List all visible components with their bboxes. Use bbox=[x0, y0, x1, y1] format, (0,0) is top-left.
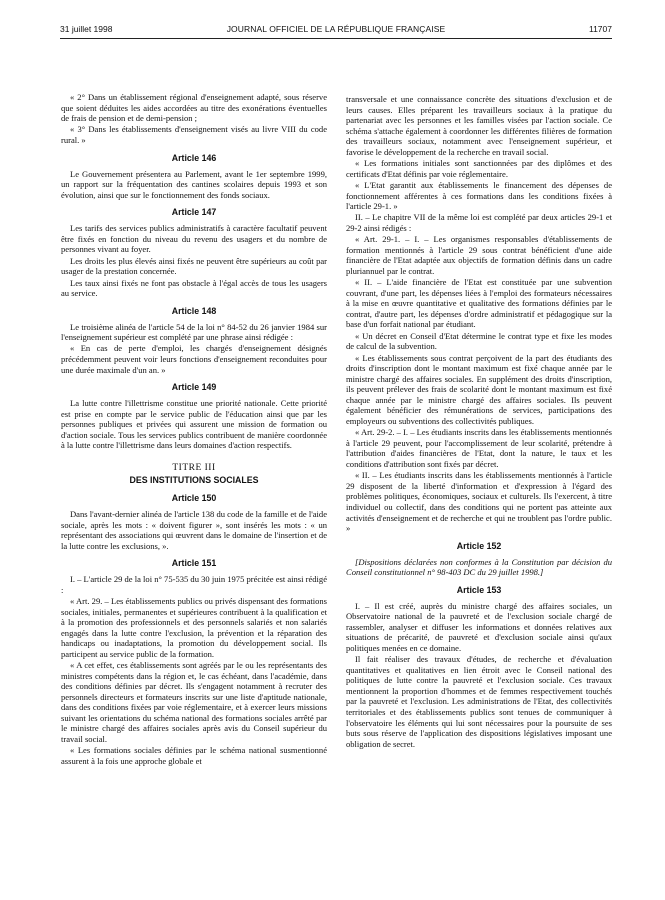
article-148-heading: Article 148 bbox=[171, 305, 217, 316]
paragraph: Le troisième alinéa de l'article 54 de la loi n° 84-52 du 26 janvier 1984 sur l'enseignement supérieur est complété par une phrase ainsi rédigée : bbox=[61, 321, 327, 343]
paragraph: transversale et une connaissance concrète des situations d'exclusion et de leurs causes. Elles préparent les travailleurs sociaux à la pratique du partenariat avec les personnes et les familles visées par l'action sociale. Ce schéma s'attache également à coordonner les différentes filières de formation des travailleurs sociaux, notamment avec l'enseignement supérieur, et favorise le développement de la recherche en travail social. bbox=[346, 94, 612, 157]
page-header bbox=[60, 24, 612, 38]
paragraph: « Les formations sociales définies par le schéma national susmentionné assurent à la fois une approche globale et bbox=[61, 745, 327, 766]
article-152-note: [Dispositions déclarées non conformes à la Constitution par décision du Conseil constitutionnel n° 98-403 DC du 29 juillet 1998.] bbox=[346, 556, 612, 578]
header-page-number: 11707 bbox=[588, 24, 612, 34]
paragraph: « Art. 29. – Les établissements publics ou privés dispensant des formations sociales, initiales, permanentes et supérieures contribuent à la qualification et à la promotion des professionnels et des personnels salariés et non salariés engagés dans la lutte contre l'exclusion, la prévention et la réparation des handicaps ou inadaptations, la promotion du développement social. Ils participent au service public de la formation. bbox=[61, 596, 327, 659]
article-149-heading: Article 149 bbox=[171, 382, 217, 393]
article-147-heading: Article 147 bbox=[171, 207, 217, 218]
header-rule bbox=[60, 38, 612, 39]
paragraph: « II. – L'aide financière de l'Etat est constituée par une subvention couvrant, d'une part, les dépenses liées à l'emploi des formateurs nécessaires à la mise en œuvre quantitative et qualitative des formations définies par le contrat, d'autre part, les dépenses d'ordre administratif et pédagogique sur la base d'un forfait national par étudiant. bbox=[346, 277, 612, 330]
paragraph: « 3° Dans les établissements d'enseignement visés au livre VIII du code rural. » bbox=[61, 124, 327, 145]
paragraph: « A cet effet, ces établissements sont agréés par le ou les représentants des ministres compétents dans la région et, le cas échéant, dans l'académie, dans des conditions définies par décret. Ils s'engagent notamment à recruter des personnels directeurs et formateurs inscrits sur une liste d'aptitude nationale, dans des conditions fixées par voie réglementaire, et à exercer leurs missions suivant les orientations du schéma national des formations sociales arrêté par le ministre chargé des affaires sociales après avis du Conseil supérieur du travail social. bbox=[61, 660, 327, 744]
article-153-heading: Article 153 bbox=[456, 584, 502, 595]
header-journal-title: JOURNAL OFFICIEL DE LA RÉPUBLIQUE FRANÇAISE bbox=[226, 24, 446, 34]
article-146-heading: Article 146 bbox=[171, 152, 217, 163]
paragraph: « Les formations initiales sont sanctionnées par des diplômes et des certificats d'Etat définis par voie réglementaire. bbox=[346, 158, 612, 179]
paragraph: La lutte contre l'illettrisme constitue une priorité nationale. Cette priorité est prise en compte par le service public de l'éducation ainsi que par les personnes publiques et privées qui assurent une mission de formation ou d'action sociale. Tous les services publics contribuent de manière coordonnée à la lutte contre l'illettrisme dans leurs domaines d'action respectifs. bbox=[61, 398, 327, 451]
header-date: 31 juillet 1998 bbox=[60, 24, 113, 34]
titre-heading: TITRE III bbox=[172, 462, 216, 473]
paragraph: « 2° Dans un établissement régional d'enseignement adapté, sous réserve que soient déduites les aides accordées au titre des exonérations éventuelles de frais de pension et de demi-pension ; bbox=[61, 92, 327, 124]
paragraph: « L'Etat garantit aux établissements le financement des dépenses de fonctionnement afférentes à ces formations dans les conditions fixées à l'article 29-1. » bbox=[346, 179, 612, 212]
titre-subheading: DES INSTITUTIONS SOCIALES bbox=[129, 475, 259, 486]
paragraph: Les taux ainsi fixés ne font pas obstacle à l'égal accès de tous les usagers au service. bbox=[61, 277, 327, 299]
article-150-heading: Article 150 bbox=[171, 492, 217, 503]
paragraph: I. – Il est créé, auprès du ministre chargé des affaires sociales, un Observatoire national de la pauvreté et de l'exclusion sociale chargé de rassembler, analyser et diffuser les informations et données relatives aux situations de précarité, de pauvreté et d'exclusion sociale ainsi qu'aux politiques menées en ce domaine. bbox=[346, 600, 612, 653]
paragraph: II. – Le chapitre VII de la même loi est complété par deux articles 29-1 et 29-2 ainsi rédigés : bbox=[346, 212, 612, 233]
left-column bbox=[61, 92, 327, 766]
paragraph: Dans l'avant-dernier alinéa de l'article 138 du code de la famille et de l'aide sociale, après les mots : « doivent figurer », sont insérés les mots : « un représentant des associations qui œuvrent dans le domaine de l'insertion et de la lutte contre les exclusions, ». bbox=[61, 508, 327, 551]
article-151-heading: Article 151 bbox=[171, 558, 217, 569]
paragraph: Les droits les plus élevés ainsi fixés ne peuvent être supérieurs au coût par usager de la prestation concernée. bbox=[61, 255, 327, 277]
paragraph: « Les établissements sous contrat perçoivent de la part des étudiants des droits d'inscription dont le montant maximum est fixé chaque année par le ministre chargé des affaires sociales. En supplément des droits d'inscription, ils peuvent prélever des frais de scolarité dont le montant maximum est fixé chaque année par le ministre chargé des affaires sociales. Ils peuvent également bénéficier des rémunérations de services, participations des employeurs ou subventions des collectivités publiques. bbox=[346, 352, 612, 426]
article-152-heading: Article 152 bbox=[456, 540, 502, 551]
paragraph: « Art. 29-2. – I. – Les étudiants inscrits dans les établissements mentionnés à l'article 29 peuvent, pour l'accomplissement de leur scolarité, prétendre à l'attribution d'aides financières de l'Etat, dont la nature, le taux et les conditions d'attribution sont fixés par décret. bbox=[346, 427, 612, 469]
paragraph: Les tarifs des services publics administratifs à caractère facultatif peuvent être fixés en fonction du niveau du revenu des usagers et du nombre de personnes vivant au foyer. bbox=[61, 223, 327, 255]
right-column bbox=[346, 94, 612, 749]
paragraph: Il fait réaliser des travaux d'études, de recherche et d'évaluation quantitatives et qualitatives en lien étroit avec le Conseil national des politiques de lutte contre la pauvreté et l'exclusion sociale. Ces travaux mentionnent la proportion d'hommes et de femmes respectivement touchés par la pauvreté et l'exclusion. Les administrations de l'Etat, des collectivités territoriales et des établissements publics sont tenues de communiquer à l'observatoire les éléments qui lui sont nécessaires pour la poursuite de ses buts sous réserve de l'application des dispositions législatives imposant une obligation de secret. bbox=[346, 654, 612, 749]
paragraph: I. – L'article 29 de la loi n° 75-535 du 30 juin 1975 précitée est ainsi rédigé : bbox=[61, 574, 327, 595]
paragraph: « II. – Les étudiants inscrits dans les établissements mentionnés à l'article 29 disposent de la liberté d'information et d'expression à l'égard des problèmes politiques, économiques, sociaux et culturels. Ils l'exercent, à titre individuel ou collectif, dans des conditions qui ne portent pas atteinte aux activités d'enseignement et de recherche et qui ne troublent pas l'ordre public. » bbox=[346, 470, 612, 534]
paragraph: « En cas de perte d'emploi, les chargés d'enseignement désignés précédemment peuvent voir leurs fonctions d'enseignement reconduites pour une durée maximale d'un an. » bbox=[61, 343, 327, 375]
paragraph: Le Gouvernement présentera au Parlement, avant le 1er septembre 1999, un rapport sur la fréquentation des cantines scolaires depuis 1993 et son évolution, ainsi que sur le fonctionnement des fonds sociaux. bbox=[61, 168, 327, 200]
paragraph: « Un décret en Conseil d'Etat détermine le contrat type et fixe les modes de calcul de la subvention. bbox=[346, 330, 612, 352]
paragraph: « Art. 29-1. – I. – Les organismes responsables d'établissements de formation mentionnés à l'article 29 sous contrat bénéficient d'une aide financière de l'Etat adaptée aux objectifs de formation définis dans un cadre pluriannuel par le contrat. bbox=[346, 234, 612, 276]
